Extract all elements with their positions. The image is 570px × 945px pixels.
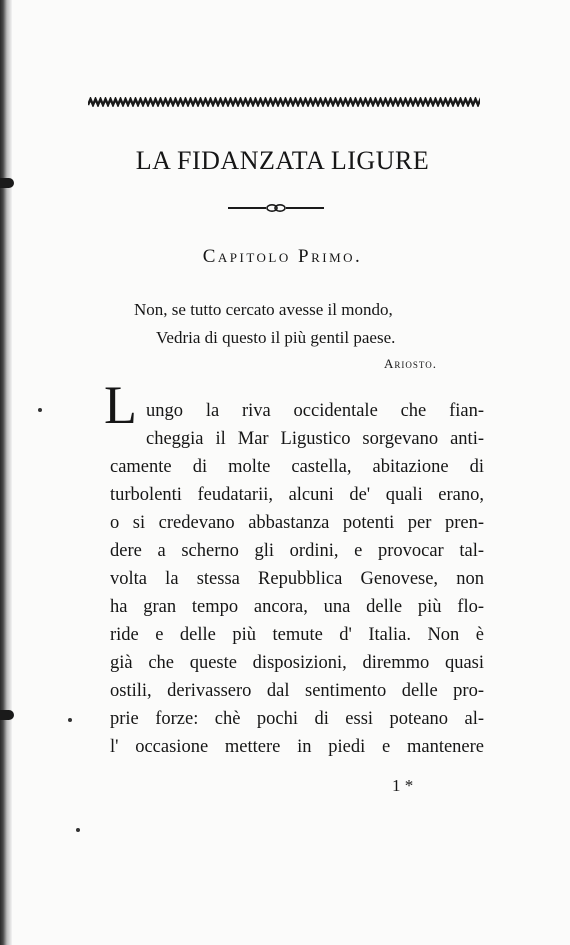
signature-mark: 1 * xyxy=(392,776,414,795)
ink-speck xyxy=(76,828,80,832)
body-text-line: ostili, derivassero dal sentimento delle pro- xyxy=(110,681,484,701)
body-text-line: ride e delle più temute d' Italia. Non è xyxy=(110,625,484,645)
body-text-line: l' occasione mettere in piedi e mantenere xyxy=(110,737,484,757)
body-text-line: già che queste disposizioni, diremmo quasi xyxy=(110,653,484,673)
page-title: LA FIDANZATA LIGURE xyxy=(135,146,430,175)
ink-speck xyxy=(68,718,72,722)
epigraph-author: Ariosto. xyxy=(384,356,437,371)
body-text-line: turbolenti feudatarii, alcuni de' quali erano, xyxy=(110,485,484,505)
chapter-heading: Capitolo Primo. xyxy=(202,246,363,267)
page-binding-edge xyxy=(0,0,12,945)
body-text-line: prie forze: chè pochi di essi poteano al- xyxy=(110,709,484,729)
ornamental-rule xyxy=(88,97,480,107)
body-text-line: o si credevano abbastanza potenti per pren- xyxy=(110,513,484,533)
ink-speck xyxy=(38,408,42,412)
body-text-line: dere a scherno gli ordini, e provocar tal- xyxy=(110,541,484,561)
epigraph-line: Non, se tutto cercato avesse il mondo, xyxy=(134,300,393,319)
epigraph-line: Vedria di questo il più gentil paese. xyxy=(156,328,396,347)
drop-cap: L xyxy=(104,375,137,435)
body-text-line: volta la stessa Repubblica Genovese, non xyxy=(110,569,484,589)
body-text-line: ungo la riva occidentale che fian- xyxy=(146,401,484,421)
title-ornament xyxy=(228,202,324,214)
binding-mark xyxy=(0,710,14,720)
body-text-line: ha gran tempo ancora, una delle più flo- xyxy=(110,597,484,617)
binding-mark xyxy=(0,178,14,188)
body-text-line: cheggia il Mar Ligustico sorgevano anti- xyxy=(146,429,484,449)
body-text-line: camente di molte castella, abitazione di xyxy=(110,457,484,477)
